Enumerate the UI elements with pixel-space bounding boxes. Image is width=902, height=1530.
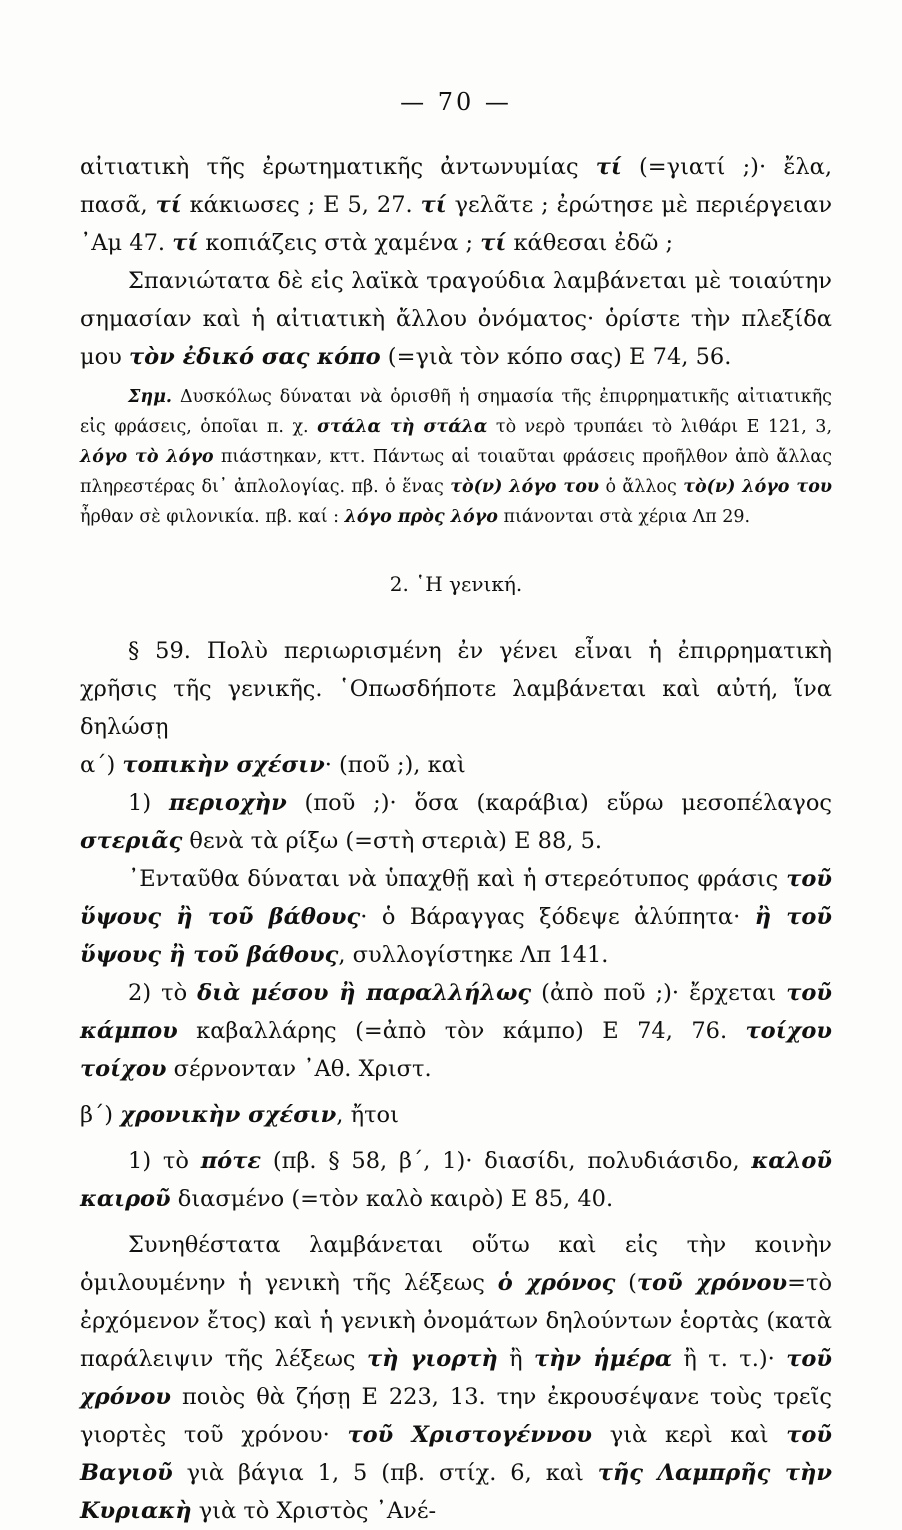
paragraph: 1) περιοχὴν (ποῦ ;)· ὅσα (καράβια) εὕρω μεσοπέλαγος στεριᾶς θενὰ τὰ ρίξω (=στὴ στεριὰ) Ε 88, 5. — [80, 790, 832, 854]
paragraph: ᾿Ενταῦθα δύναται νὰ ὑπαχθῇ καὶ ἡ στερεότυπος φράσις τοῦ ὕψους ἢ τοῦ βάθους· ὁ Βάραγγας ξόδεψε ἀλύπητα· ἢ τοῦ ὕψους ἢ τοῦ βάθους, συλλογίστηκε Λπ 141. — [80, 866, 833, 968]
emphasized-term: λόγο τὸ λόγο — [80, 447, 214, 467]
emphasized-term: πότε — [200, 1148, 262, 1174]
emphasized-term: στεριᾶς — [80, 828, 183, 854]
paragraph: αἰτιατικὴ τῆς ἐρωτηματικῆς ἀντωνυμίας τί (=γιατί ;)· ἔλα, πασᾶ, τί κάκιωσες ; Ε 5, 27. τί γελᾶτε ; ἐρώτησε μὲ περιέργειαν ᾿Αμ 47. τί κοπιάζεις στὰ χαμένα ; τί κάθεσαι ἐδῶ ; — [80, 154, 833, 256]
emphasized-term: ἢ τοῦ ὕψους ἢ τοῦ βάθους — [80, 904, 833, 968]
emphasized-term: τοῦ κάμπου — [80, 980, 832, 1044]
emphasized-term: τοῦ ὕψους ἢ τοῦ βάθους — [80, 866, 832, 930]
emphasized-term: διὰ μέσου ἢ παραλλήλως — [197, 980, 532, 1006]
paragraph: Σπανιώτατα δὲ εἰς λαϊκὰ τραγούδια λαμβάνεται μὲ τοιαύτην σημασίαν καὶ ἡ αἰτιατικὴ ἄλλου ὀνόματος· ὁρίστε τὴν πλεξίδα μου τὸν ἐδικό σας κόπο (=γιὰ τὸν κόπο σας) Ε 74, 56. — [80, 268, 832, 370]
emphasized-term: τῆς Λαμπρῆς τὴν Κυριακὴ — [80, 1460, 832, 1524]
emphasized-term: τοῦ Χριστογέννου — [347, 1422, 593, 1448]
emphasized-term: τὸ(ν) λόγο του — [450, 477, 600, 497]
footnote-remark: Σημ. Δυσκόλως δύναται νὰ ὁρισθῆ ἡ σημασία τῆς ἐπιρρηματικῆς αἰτιατικῆς εἰς φράσεις, ὁποῖαι π. χ. στάλα τὴ στάλα τὸ νερὸ τρυπάει τὸ λιθάρι Ε 121, 3, λόγο τὸ λόγο πιάστηκαν, κττ. Πάντως αἱ τοιαῦται φράσεις προῆλθον ἀπὸ ἄλλας πληρεστέρας δι᾽ ἀπλολογίας. πβ. ὁ ἕνας τὸ(ν) λόγο του ὁ ἄλλος τὸ(ν) λόγο του ἦρθαν σὲ φιλονικία. πβ. καί : λόγο πρὸς λόγο πιάνονται στὰ χέρια Λπ 29. — [80, 387, 833, 527]
section-heading: 2. ῾Η γενική. — [389, 572, 523, 596]
paragraph: 1) τὸ πότε (πβ. § 58, β΄, 1)· διασίδι, πολυδιάσιδο, καλοῦ καιροῦ διασμένο (=τὸν καλὸ καιρὸ) Ε 85, 40. — [80, 1148, 832, 1212]
page-number: — 70 — — [400, 88, 512, 116]
emphasized-term: τί — [420, 192, 447, 218]
emphasized-term: τί — [172, 230, 199, 256]
page — [80, 88, 832, 1530]
emphasized-term: στάλα τὴ στάλα — [317, 417, 488, 437]
emphasized-term: καλοῦ καιροῦ — [80, 1148, 832, 1212]
emphasized-term: τοῦ χρόνου — [80, 1346, 832, 1410]
emphasized-term: ὁ χρόνος — [497, 1270, 616, 1296]
emphasized-term: τί — [595, 154, 622, 180]
paragraph: 2) τὸ διὰ μέσου ἢ παραλλήλως (ἀπὸ ποῦ ;)· ἔρχεται τοῦ κάμπου καβαλλάρης (=ἀπὸ τὸν κάμπο) Ε 74, 76. τοίχου τοίχου σέρνονταν ᾿Αθ. Χριστ. — [80, 980, 832, 1082]
emphasized-term: τί — [155, 192, 182, 218]
emphasized-term: τὸν ἐδικό σας κόπο — [129, 344, 381, 370]
emphasized-term: τὸ(ν) λόγο του — [683, 477, 833, 497]
emphasized-term: χρονικὴν σχέσιν — [120, 1102, 337, 1128]
emphasized-term: τοῦ χρόνου — [636, 1270, 788, 1296]
emphasized-term: τοπικὴν σχέσιν — [122, 752, 325, 778]
emphasized-term: τί — [480, 230, 507, 256]
paragraph: Συνηθέστατα λαμβάνεται οὕτω καὶ εἰς τὴν κοινὴν ὁμιλουμένην ἡ γενικὴ τῆς λέξεως ὁ χρόνος (τοῦ χρόνου=τὸ ἐρχόμενον ἔτος) καὶ ἡ γενικὴ ὀνομάτων δηλούντων ἑορτὰς (κατὰ παράλειψιν τῆς λέξεως τὴ γιορτὴ ἢ τὴν ἡμέρα ἢ τ. τ.)· τοῦ χρόνου ποιὸς θὰ ζήσῃ Ε 223, 13. την ἐκρουσέψανε τοὺς τρεῖς γιορτὲς τοῦ χρόνου· τοῦ Χριστογέννου γιὰ κερὶ καὶ τοῦ Βαγιοῦ γιὰ βάγια 1, 5 (πβ. στίχ. 6, καὶ τῆς Λαμπρῆς τὴν Κυριακὴ γιὰ τὸ Χριστὸς ᾿Ανέ- — [80, 1232, 832, 1524]
paragraph: β΄) χρονικὴν σχέσιν, ἤτοι — [80, 1102, 399, 1128]
emphasized-term: περιοχὴν — [168, 790, 287, 816]
emphasized-term: τοίχου τοίχου — [80, 1018, 832, 1082]
emphasized-term: Σημ. — [128, 387, 172, 407]
emphasized-term: τὴ γιορτὴ — [366, 1346, 498, 1372]
emphasized-term: λόγο πρὸς λόγο — [344, 507, 498, 527]
paragraph: α΄) τοπικὴν σχέσιν· (ποῦ ;), καὶ — [80, 752, 466, 778]
emphasized-term: τοῦ Βαγιοῦ — [80, 1422, 832, 1486]
emphasized-term: τὴν ἡμέρα — [534, 1346, 673, 1372]
paragraph: § 59. Πολὺ περιωρισμένη ἐν γένει εἶναι ἡ ἐπιρρηματικὴ χρῆσις τῆς γενικῆς. ῾Οπωσδήποτε λαμβάνεται καὶ αὐτή, ἵνα δηλώσῃ — [80, 638, 832, 740]
